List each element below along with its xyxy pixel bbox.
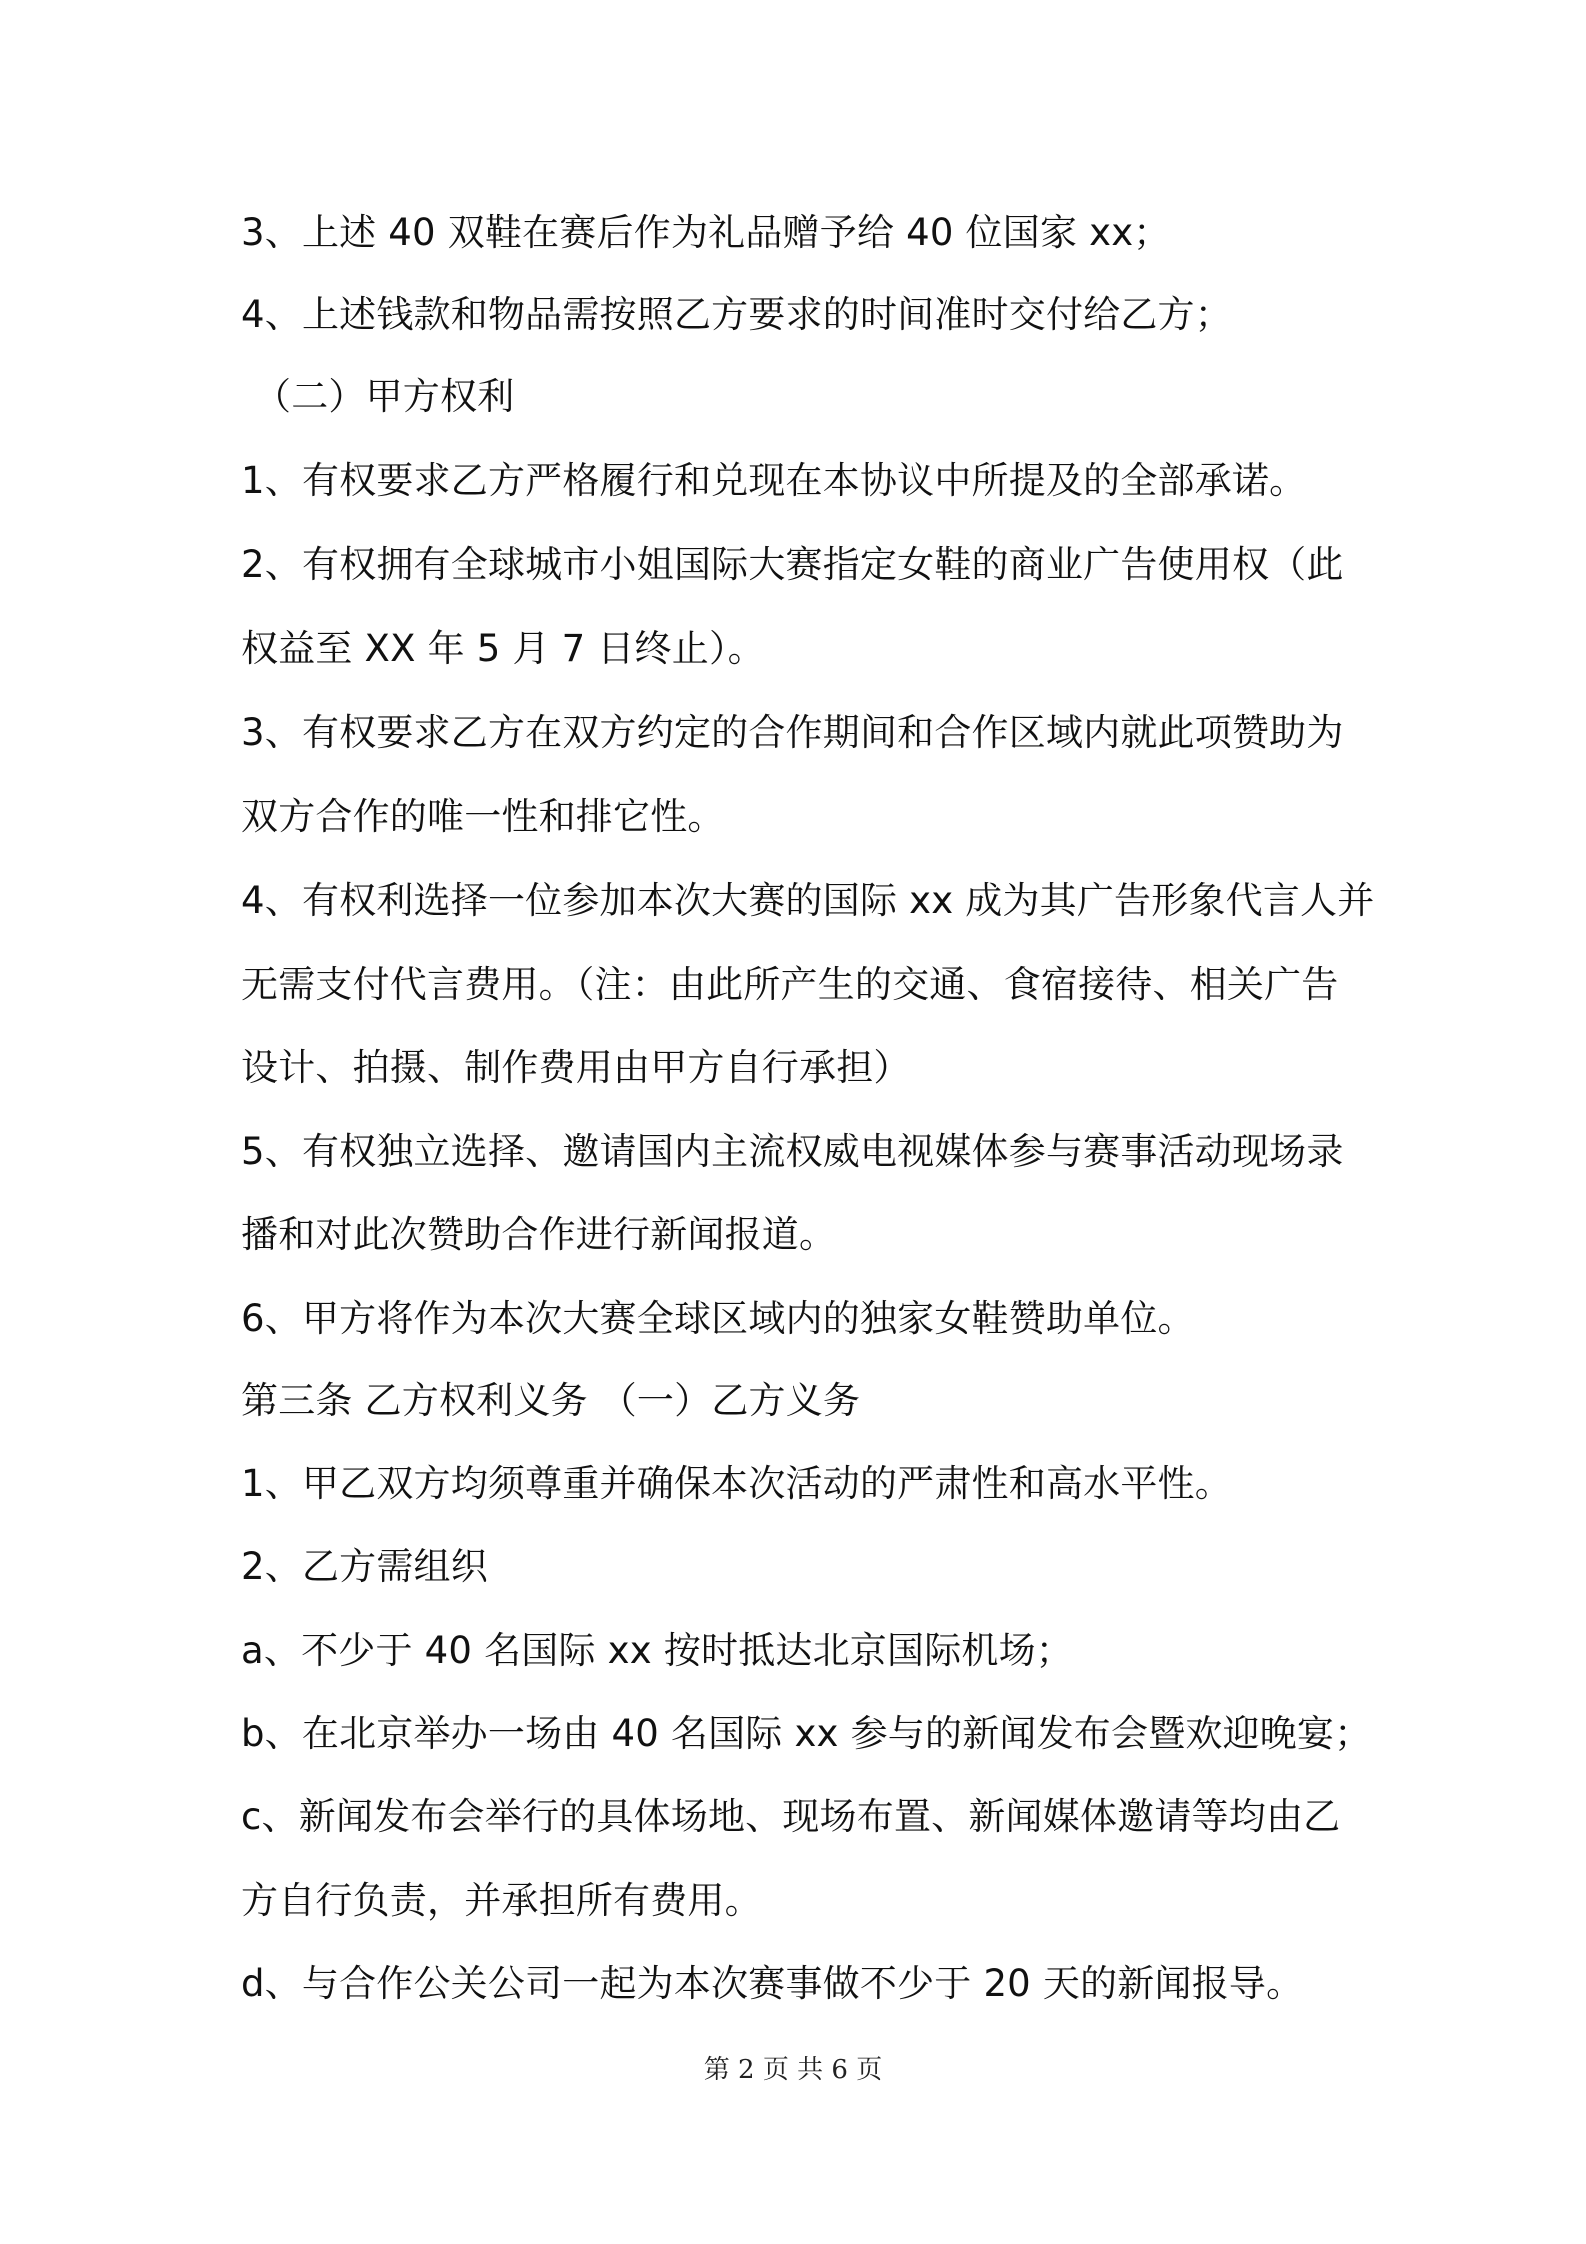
text-line: 4、上述钱款和物品需按照乙方要求的时间准时交付给乙方； bbox=[241, 293, 1232, 336]
text-line: c、新闻发布会举行的具体场地、现场布置、新闻媒体邀请等均由乙 bbox=[241, 1795, 1341, 1838]
text-line: 6、甲方将作为本次大赛全球区域内的独家女鞋赞助单位。 bbox=[241, 1297, 1195, 1340]
text-line: 3、上述 40 双鞋在赛后作为礼品赠予给 40 位国家 xx； bbox=[241, 211, 1171, 254]
text-line: 方自行负责，并承担所有费用。 bbox=[241, 1879, 762, 1922]
text-line: 设计、拍摄、制作费用由甲方自行承担） bbox=[241, 1046, 911, 1089]
text-line: d、与合作公关公司一起为本次赛事做不少于 20 天的新闻报导。 bbox=[241, 1962, 1304, 2005]
article-heading: 第三条 乙方权利义务 （一）乙方义务 bbox=[241, 1379, 861, 1422]
text-line: a、不少于 40 名国际 xx 按时抵达北京国际机场； bbox=[241, 1629, 1073, 1672]
text-line: 双方合作的唯一性和排它性。 bbox=[241, 795, 725, 838]
text-line: 4、有权利选择一位参加本次大赛的国际 xx 成为其广告形象代言人并 bbox=[241, 879, 1375, 922]
text-line: 1、甲乙双方均须尊重并确保本次活动的严肃性和高水平性。 bbox=[241, 1462, 1232, 1505]
text-line: 播和对此次赞助合作进行新闻报道。 bbox=[241, 1213, 837, 1256]
text-line: b、在北京举办一场由 40 名国际 xx 参与的新闻发布会暨欢迎晚宴； bbox=[241, 1712, 1372, 1755]
page-number-footer: 第 2 页 共 6 页 bbox=[703, 2055, 883, 2085]
text-line: 权益至 XX 年 5 月 7 日终止）。 bbox=[241, 627, 765, 670]
text-line: 1、有权要求乙方严格履行和兑现在本协议中所提及的全部承诺。 bbox=[241, 459, 1307, 502]
text-line: 5、有权独立选择、邀请国内主流权威电视媒体参与赛事活动现场录 bbox=[241, 1130, 1344, 1173]
text-line: 2、有权拥有全球城市小姐国际大赛指定女鞋的商业广告使用权（此 bbox=[241, 543, 1344, 586]
text-line: 无需支付代言费用。（注：由此所产生的交通、食宿接待、相关广告 bbox=[241, 963, 1339, 1006]
text-line: 2、乙方需组织 bbox=[241, 1545, 488, 1588]
section-heading: （二）甲方权利 bbox=[254, 375, 515, 418]
text-line: 3、有权要求乙方在双方约定的合作期间和合作区域内就此项赞助为 bbox=[241, 711, 1344, 754]
